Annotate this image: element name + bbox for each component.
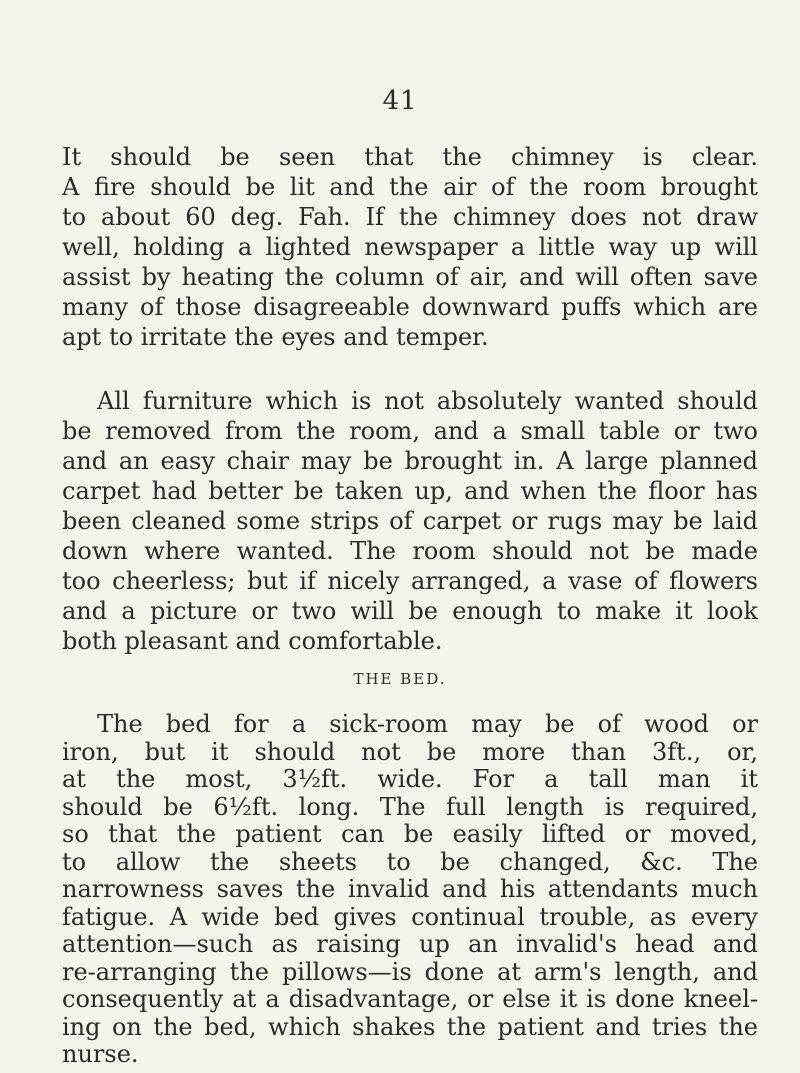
text-line: well, holding a lighted newspaper a little way up will (62, 233, 758, 261)
text-line: nurse. (62, 1040, 139, 1068)
text-line: apt to irritate the eyes and temper. (62, 323, 489, 351)
section-heading: THE BED. (353, 670, 447, 688)
text-line: many of those disagreeable downward puffs which are (62, 293, 758, 321)
text-line: iron, but it should not be more than 3ft., or, (62, 737, 758, 766)
text-line: attention—such as raising up an invalid's head and (62, 930, 758, 958)
text-line: All furniture which is not absolutely wanted should (97, 387, 758, 415)
text-line: It should be seen that the chimney is clear. (62, 143, 758, 171)
text-line: consequently at a disadvantage, or else it is done kneel- (62, 985, 758, 1013)
text-line: narrowness saves the invalid and his attendants much (62, 875, 758, 903)
text-line: at the most, 3½ft. wide. For a tall man it (62, 765, 758, 793)
text-line: been cleaned some strips of carpet or rugs may be laid (62, 507, 758, 535)
text-line: to about 60 deg. Fah. If the chimney does not draw (62, 203, 758, 231)
text-line: and an easy chair may be brought in. A large planned (62, 447, 758, 475)
text-line: both pleasant and comfortable. (62, 627, 443, 655)
text-line: fatigue. A wide bed gives continual trouble, as every (62, 902, 758, 931)
text-line: A fire should be lit and the air of the room brought (62, 173, 758, 201)
text-line: and a picture or two will be enough to make it look (62, 597, 758, 625)
text-line: to allow the sheets to be changed, &c. The (62, 847, 758, 876)
text-line: be removed from the room, and a small table or two (62, 417, 758, 445)
page-number: 41 (382, 86, 418, 116)
text-line: should be 6½ft. long. The full length is required, (62, 792, 758, 821)
text-line: carpet had better be taken up, and when the floor has (62, 477, 758, 505)
text-line: so that the patient can be easily lifted or moved, (62, 820, 758, 848)
text-line: assist by heating the column of air, and will often save (62, 263, 758, 291)
text-line: ing on the bed, which shakes the patient and tries the (62, 1012, 758, 1041)
text-line: The bed for a sick-room may be of wood or (97, 710, 758, 738)
text-line: too cheerless; but if nicely arranged, a vase of flowers (62, 567, 758, 595)
text-line: down where wanted. The room should not be made (62, 537, 758, 565)
text-line: re-arranging the pillows—is done at arm's length, and (62, 957, 758, 986)
